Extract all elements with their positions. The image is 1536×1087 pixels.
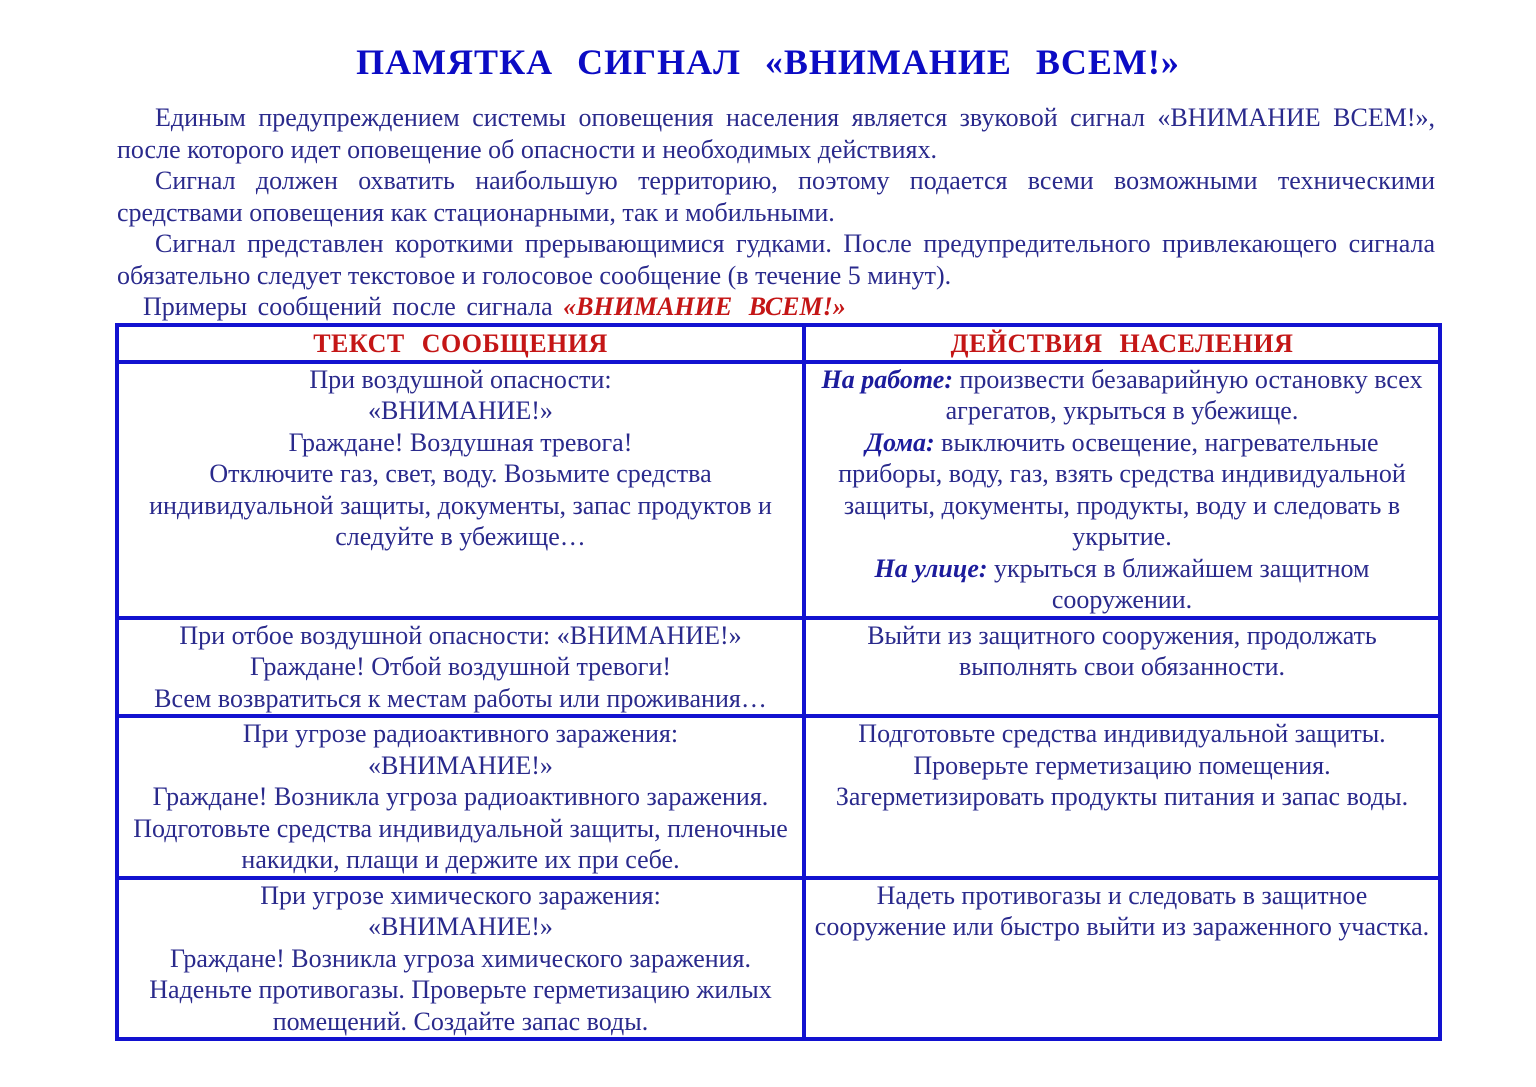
action-item [814, 750, 1430, 782]
table-header-row [117, 325, 1440, 362]
intro-section [117, 102, 1435, 323]
table-row [117, 618, 1440, 717]
action-label: Дома: [865, 427, 935, 457]
intro-paragraph-3: Сигнал представлен короткими прерывающимися гудками. После предупредительного привлекающего сигнала обязательно следует текстовое и голосовое сообщение (в течение 5 минут). [117, 229, 1435, 290]
action-item [814, 427, 1430, 553]
message-line: Всем возвратиться к местам работы или проживания… [154, 683, 767, 713]
messages-table [115, 323, 1442, 1041]
intro-paragraph-1: Единым предупреждением системы оповещения населения является звуковой сигнал «ВНИМАНИЕ ВСЕМ!», после которого идет оповещение об опасности и необходимых действиях. [117, 103, 1435, 164]
action-item [814, 781, 1430, 813]
message-line: Граждане! Воздушная тревога! [288, 427, 633, 457]
action-text: произвести безаварийную остановку всех агрегатов, укрыться в убежище. [945, 364, 1423, 425]
message-line: При отбое воздушной опасности: «ВНИМАНИЕ!» [179, 620, 742, 650]
page-title: ПАМЯТКА СИГНАЛ «ВНИМАНИЕ ВСЕМ!» [356, 42, 1180, 82]
actions-cell [804, 878, 1440, 1040]
action-item [814, 718, 1430, 750]
message-line: При воздушной опасности: [309, 364, 612, 394]
table-row [117, 362, 1440, 618]
message-line: Граждане! Отбой воздушной тревоги! [249, 652, 672, 681]
message-line: Граждане! Возникла угроза химического заражения. [169, 943, 752, 973]
action-text: укрыться в ближайшем защитном сооружении. [987, 553, 1370, 614]
action-text: выключить освещение, нагревательные приборы, воду, газ, взять средства индивидуальной защиты, документы, продукты, воду и следовать в укрытие. [838, 427, 1406, 551]
intro-paragraph-2: Сигнал должен охватить наибольшую территорию, поэтому подается всеми возможными техническими средствами оповещения как стационарными, так и мобильными. [117, 166, 1435, 227]
table-row [117, 878, 1440, 1040]
message-cell [117, 618, 804, 717]
action-text: Подготовьте средства индивидуальной защиты. [858, 719, 1386, 748]
action-text: Надеть противогазы и следовать в защитное сооружение или быстро выйти из зараженного участка. [814, 880, 1430, 941]
examples-prefix: Примеры сообщений после сигнала [143, 292, 564, 321]
message-cell [117, 716, 804, 878]
examples-signal: «ВНИМАНИЕ ВСЕМ!» [563, 292, 846, 321]
action-item [814, 620, 1430, 683]
message-cell [117, 362, 804, 618]
action-text: Проверьте герметизацию помещения. [913, 750, 1331, 780]
message-line: Наденьте противогазы. Проверьте герметизацию жилых помещений. Создайте запас воды. [149, 975, 772, 1036]
message-cell [117, 878, 804, 1040]
action-label: На работе: [821, 364, 953, 394]
action-label: На улице: [874, 553, 988, 583]
action-item [814, 553, 1430, 616]
table-row [117, 716, 1440, 878]
action-text: Выйти из защитного сооружения, продолжать выполнять свои обязанности. [867, 620, 1377, 681]
message-line: «ВНИМАНИЕ!» [368, 912, 553, 941]
header-actions: ДЕЙСТВИЯ НАСЕЛЕНИЯ [804, 325, 1440, 362]
examples-line [117, 291, 1435, 323]
header-message: ТЕКСТ СООБЩЕНИЯ [117, 325, 804, 362]
action-item [814, 880, 1430, 943]
actions-cell [804, 362, 1440, 618]
action-item [814, 364, 1430, 427]
message-line: При угрозе химического заражения: [260, 880, 661, 910]
message-line: Подготовьте средства индивидуальной защиты, пленочные накидки, плащи и держите их при себе. [133, 813, 788, 874]
actions-cell [804, 618, 1440, 717]
action-text: Загерметизировать продукты питания и запас воды. [835, 782, 1409, 811]
message-line: Отключите газ, свет, воду. Возьмите средства индивидуальной защиты, документы, запас продуктов и следуйте в убежище… [149, 459, 772, 551]
message-line: «ВНИМАНИЕ!» [368, 396, 553, 425]
message-line: «ВНИМАНИЕ!» [368, 750, 553, 780]
message-line: При угрозе радиоактивного заражения: [242, 719, 679, 748]
actions-cell [804, 716, 1440, 878]
message-line: Граждане! Возникла угроза радиоактивного заражения. [152, 782, 769, 811]
